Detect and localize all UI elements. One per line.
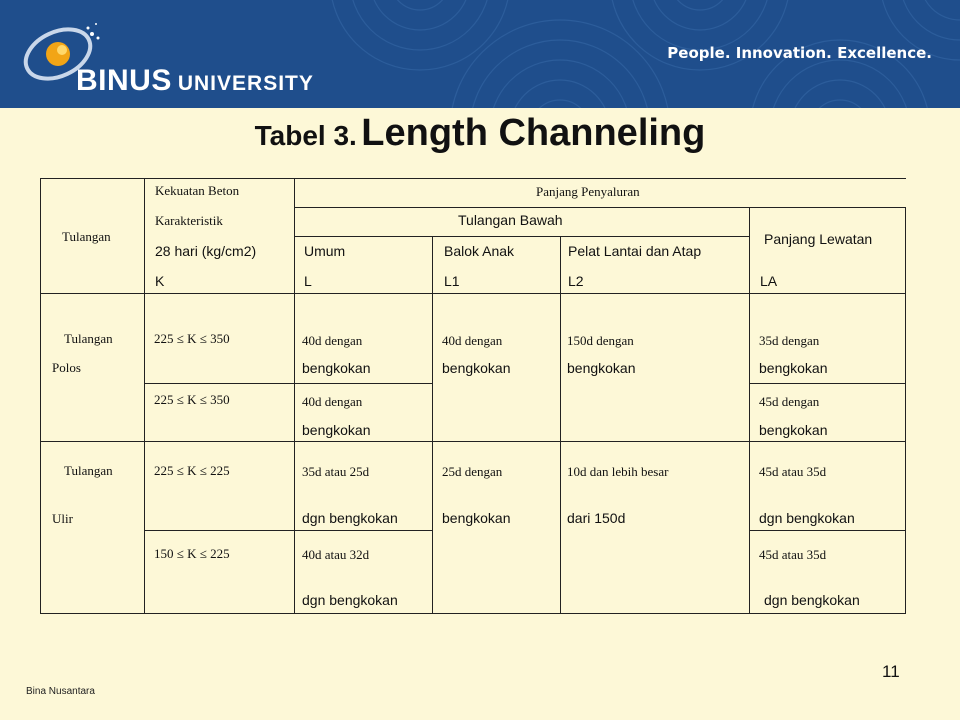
slide-title <box>0 112 960 155</box>
polos-r2-umum-1: 40d dengan <box>302 394 363 409</box>
polos-r1-pelat-2: bengkokan <box>567 360 636 376</box>
header-panjang-lewatan: Panjang Lewatan <box>764 231 873 247</box>
polos-r1-umum-1: 40d dengan <box>302 333 363 348</box>
header-kekuatan-line2: Karakteristik <box>155 213 223 228</box>
polos-r1-umum-2: bengkokan <box>302 360 371 376</box>
logo-main-text: BINUS <box>76 64 172 97</box>
ulir-label-line2: Ulir <box>52 511 73 526</box>
polos-r2-umum-2: bengkokan <box>302 422 371 438</box>
ulir-r2-lewatan-1: 45d atau 35d <box>759 547 827 562</box>
polos-label-line1: Tulangan <box>64 331 113 346</box>
logo-wordmark <box>76 64 314 98</box>
header-panjang-penyaluran: Panjang Penyaluran <box>536 184 640 199</box>
ulir-r1-pelat-1: 10d dan lebih besar <box>567 464 669 479</box>
length-channeling-table <box>40 178 906 614</box>
header-l2: L2 <box>568 273 584 289</box>
ulir-r1-umum-2: dgn bengkokan <box>302 510 398 526</box>
header-tulangan-bawah: Tulangan Bawah <box>458 212 563 228</box>
page-number: 11 <box>882 662 900 681</box>
title-prefix: Tabel 3. <box>254 120 357 151</box>
header-kekuatan-k: K <box>155 273 165 289</box>
header-pelat: Pelat Lantai dan Atap <box>568 243 702 259</box>
polos-r1-k: 225 ≤ K ≤ 350 <box>154 331 230 346</box>
polos-r1-lewatan-2: bengkokan <box>759 360 828 376</box>
logo-sub-text: UNIVERSITY <box>177 72 314 95</box>
title-main: Length Channeling <box>361 112 706 154</box>
ulir-r2-umum-2: dgn bengkokan <box>302 592 398 608</box>
polos-r2-k: 225 ≤ K ≤ 350 <box>154 392 230 407</box>
polos-r1-lewatan-1: 35d dengan <box>759 333 820 348</box>
ulir-r2-lewatan-2: dgn bengkokan <box>764 592 860 608</box>
header-umum: Umum <box>304 243 346 259</box>
ulir-r1-pelat-2: dari 150d <box>567 510 626 526</box>
polos-r1-balok-2: bengkokan <box>442 360 511 376</box>
header-balok-anak: Balok Anak <box>444 243 515 259</box>
polos-r1-pelat-1: 150d dengan <box>567 333 634 348</box>
header-kekuatan-line1: Kekuatan Beton <box>155 183 240 198</box>
polos-label-line2: Polos <box>52 360 81 375</box>
tagline: People. Innovation. Excellence. <box>667 44 932 62</box>
header-la: LA <box>760 273 778 289</box>
polos-r2-lewatan-1: 45d dengan <box>759 394 820 409</box>
polos-r2-lewatan-2: bengkokan <box>759 422 828 438</box>
footer-source: Bina Nusantara <box>26 686 95 697</box>
header-kekuatan-line3: 28 hari (kg/cm2) <box>155 243 257 259</box>
header-l: L <box>304 273 312 289</box>
ulir-r2-k: 150 ≤ K ≤ 225 <box>154 546 230 561</box>
ulir-r1-balok-2: bengkokan <box>442 510 511 526</box>
ulir-r1-lewatan-2: dgn bengkokan <box>759 510 855 526</box>
ulir-r2-umum-1: 40d atau 32d <box>302 547 370 562</box>
header-tulangan: Tulangan <box>62 229 111 244</box>
binus-logo <box>18 14 314 104</box>
polos-r1-balok-1: 40d dengan <box>442 333 503 348</box>
ulir-r1-k: 225 ≤ K ≤ 225 <box>154 463 230 478</box>
header-l1: L1 <box>444 273 460 289</box>
ulir-r1-balok-1: 25d dengan <box>442 464 503 479</box>
ulir-r1-umum-1: 35d atau 25d <box>302 464 370 479</box>
ulir-r1-lewatan-1: 45d atau 35d <box>759 464 827 479</box>
ulir-label-line1: Tulangan <box>64 463 113 478</box>
header-banner <box>0 0 960 108</box>
